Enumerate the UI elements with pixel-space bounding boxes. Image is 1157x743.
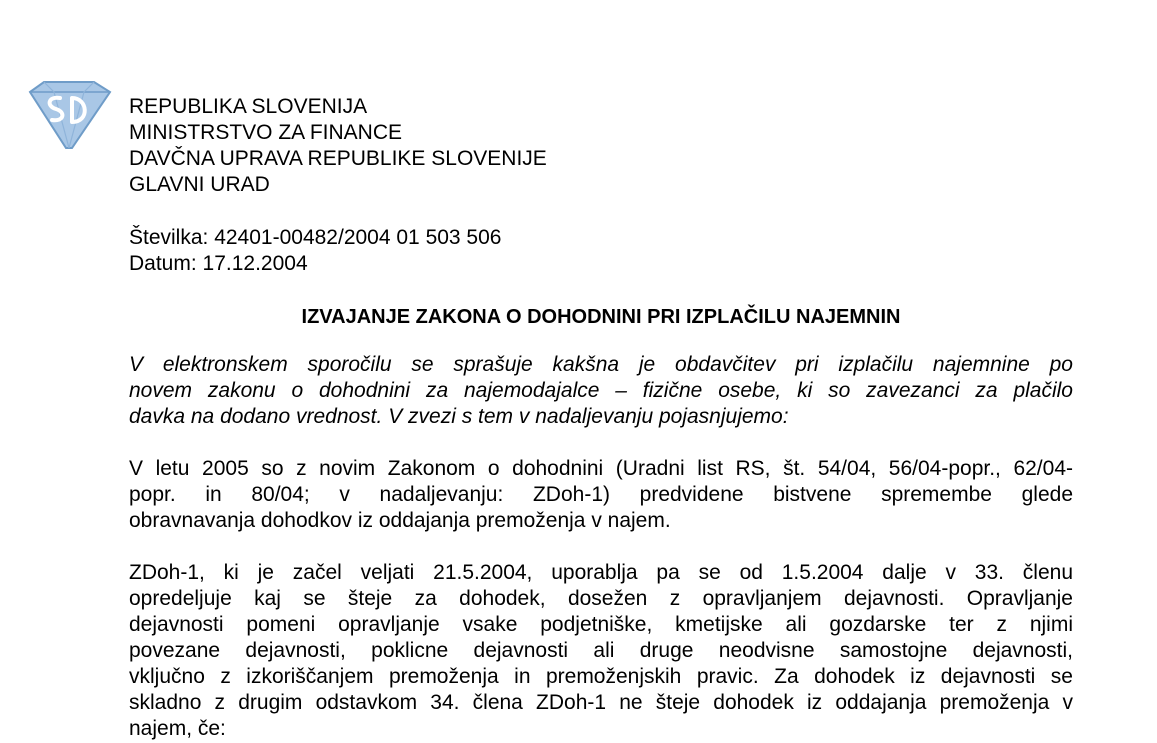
document-meta	[129, 225, 501, 277]
paragraph-line: skladno z drugim odstavkom 34. člena ZDoh-1 ne šteje dohodek iz oddajanja premoženja v	[129, 691, 1073, 714]
header-block	[129, 94, 547, 198]
paragraph-intro	[129, 352, 1073, 430]
paragraph-line: vključno z izkoriščanjem premoženja in premoženjskih pravic. Za dohodek iz dejavnosti se	[129, 665, 1073, 688]
paragraph-law-changes	[129, 456, 1073, 534]
paragraph-line: V letu 2005 so z novim Zakonom o dohodnini (Uradni list RS, št. 54/04, 56/04-popr., 62/04-	[129, 457, 1073, 480]
paragraph-line: obravnavanja dohodkov iz oddajanja premoženja v najem.	[129, 509, 671, 532]
paragraph-line: ZDoh-1, ki je začel veljati 21.5.2004, uporablja pa se od 1.5.2004 dalje v 33. členu	[129, 561, 1073, 584]
durs-logo-icon	[26, 78, 112, 150]
header-office: GLAVNI URAD	[129, 173, 270, 196]
header-administration: DAVČNA UPRAVA REPUBLIKE SLOVENIJE	[129, 147, 547, 170]
paragraph-line: davka na dodano vrednost. V zvezi s tem v nadaljevanju pojasnjujemo:	[129, 405, 789, 428]
document-body	[129, 352, 1073, 743]
document-title: IZVAJANJE ZAKONA O DOHODNINI PRI IZPLAČILU NAJEMNIN	[301, 306, 901, 328]
document-number: Številka: 42401-00482/2004 01 503 506	[129, 226, 502, 249]
header-ministry: MINISTRSTVO ZA FINANCE	[129, 121, 403, 144]
paragraph-line: povezane dejavnosti, poklicne dejavnosti ali druge neodvisne samostojne dejavnosti,	[129, 639, 1073, 662]
paragraph-line: opredeljuje kaj se šteje za dohodek, dosežen z opravljanjem dejavnosti. Opravljanje	[129, 587, 1073, 610]
paragraph-line: dejavnosti pomeni opravljanje vsake podjetniške, kmetijske ali gozdarske ter z njimi	[129, 613, 1073, 636]
paragraph-zdoh-definition	[129, 560, 1073, 742]
paragraph-line: najem, če:	[129, 717, 226, 740]
logo-diamond	[30, 82, 110, 148]
paragraph-line: novem zakonu o dohodnini za najemodajalce – fizične osebe, ki so zavezanci za plačilo	[129, 379, 1073, 402]
document-date: Datum: 17.12.2004	[129, 252, 308, 275]
header-country: REPUBLIKA SLOVENIJA	[129, 95, 368, 118]
paragraph-line: popr. in 80/04; v nadaljevanju: ZDoh-1) predvidene bistvene spremembe glede	[129, 483, 1073, 506]
paragraph-line: V elektronskem sporočilu se sprašuje kakšna je obdavčitev pri izplačilu najemnine po	[129, 353, 1073, 376]
